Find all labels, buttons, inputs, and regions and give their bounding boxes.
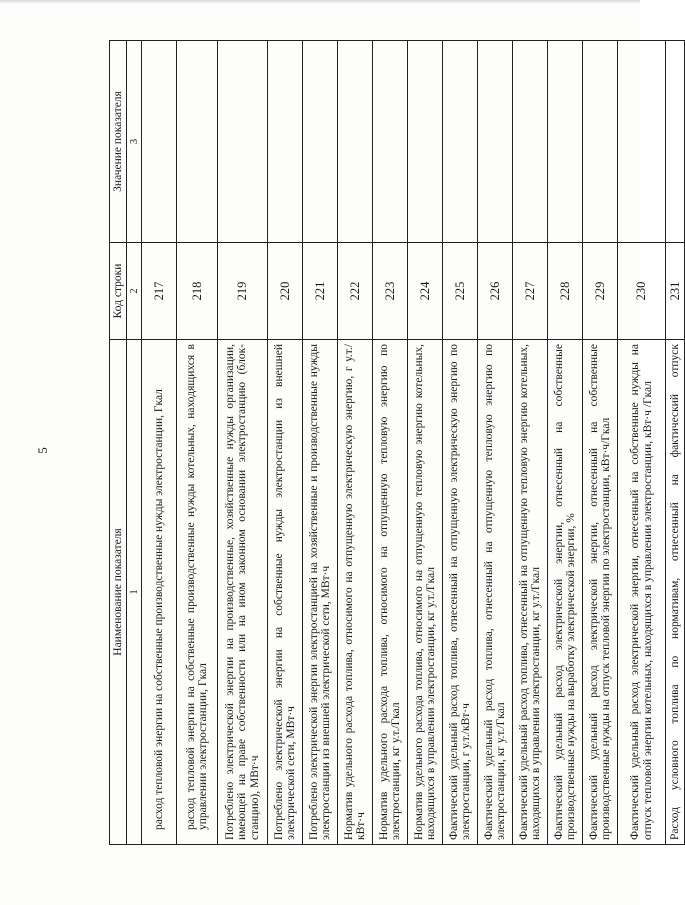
row-value xyxy=(408,41,443,243)
row-value xyxy=(218,41,268,243)
row-code: 225 xyxy=(443,243,478,340)
row-code: 231 xyxy=(666,243,685,340)
row-name: расход тепловой энергии на собственные производственные нужды электростанции, Гкал xyxy=(142,340,177,845)
indicators-table xyxy=(109,40,685,845)
column-number-row xyxy=(127,41,142,845)
table-row xyxy=(303,41,338,845)
row-code: 228 xyxy=(548,243,583,340)
row-value xyxy=(666,41,685,243)
column-number-3: 3 xyxy=(127,41,142,243)
row-code: 221 xyxy=(303,243,338,340)
row-name: Потреблено электрической энергии на собственные нужды электростанции из внешней электрической сети, МВт·ч xyxy=(268,340,303,845)
row-name: Потреблено электрической энергии на производственные, хозяйственные нужды организации, имеющей на праве собственности или на ином законном основании электростанцию (блок-станцию), МВт·ч xyxy=(218,340,268,845)
row-name: Фактический удельный расход топлива, отнесенный на отпущенную тепловую энергию по электростанции, кг у.т./Гкал xyxy=(478,340,513,845)
table-row xyxy=(373,41,408,845)
row-code: 223 xyxy=(373,243,408,340)
column-number-1: 1 xyxy=(127,340,142,845)
row-value xyxy=(548,41,583,243)
rotated-table-content xyxy=(109,41,682,845)
row-code: 217 xyxy=(142,243,177,340)
page-number: 5 xyxy=(34,447,50,454)
row-code: 222 xyxy=(338,243,373,340)
row-value xyxy=(177,41,218,243)
header-indicator-value: Значение показателя xyxy=(110,41,127,243)
row-value xyxy=(618,41,666,243)
row-name: Потреблено электрической энергии электростанцией на хозяйственные и производственные нужды электростанции из внешней электрической сети, МВт·ч xyxy=(303,340,338,845)
row-code: 230 xyxy=(618,243,666,340)
table-row xyxy=(548,41,583,845)
row-code: 227 xyxy=(513,243,548,340)
row-name: Фактический удельный расход электрической энергии, отнесенный на собственные производственные нужды на выработку электрической энергии, % xyxy=(548,340,583,845)
row-value xyxy=(443,41,478,243)
column-number-2: 2 xyxy=(127,243,142,340)
row-name: Фактический удельный расход электрической энергии, отнесенный на собственные нужды на отпуск тепловой энергии котельных, находящихся в управлении электростанции, кВт·ч /Гкал xyxy=(618,340,666,845)
row-code: 220 xyxy=(268,243,303,340)
row-value xyxy=(303,41,338,243)
row-value xyxy=(338,41,373,243)
row-code: 219 xyxy=(218,243,268,340)
row-code: 229 xyxy=(583,243,618,340)
row-name: Норматив удельного расхода топлива, относимого на отпущенную электрическую энергию, г у.т./кВт·ч xyxy=(338,340,373,845)
row-value xyxy=(513,41,548,243)
header-indicator-name: Наименование показателя xyxy=(110,340,127,845)
row-name: Фактический удельный расход топлива, отнесенный на отпущенную тепловую энергию котельных, находящихся в управлении электростанции, кг у.т./Гкал xyxy=(513,340,548,845)
row-name: Фактический удельный расход топлива, отнесенный на отпущенную электрическую энергию по электростанции, г у.т./кВт·ч xyxy=(443,340,478,845)
row-name: Норматив удельного расхода топлива, относимого на отпущенную тепловую энергию по электростанции, кг у.т./Гкал xyxy=(373,340,408,845)
row-value xyxy=(583,41,618,243)
table-row xyxy=(618,41,666,845)
row-code: 224 xyxy=(408,243,443,340)
row-name: расход тепловой энергии на собственные производственные нужды котельных, находящихся в управлении электростанции, Гкал xyxy=(177,340,218,845)
table-row xyxy=(142,41,177,845)
table-row xyxy=(583,41,618,845)
row-name: Фактический удельный расход электрической энергии, отнесенный на собственные производственные нужды на отпуск тепловой энергии по электростанции, кВт·ч/Гкал xyxy=(583,340,618,845)
scan-edge-shadow xyxy=(0,0,640,4)
table-row xyxy=(666,41,685,845)
table-row xyxy=(478,41,513,845)
table-row xyxy=(177,41,218,845)
row-name: Норматив удельного расхода топлива, относимого на отпущенную тепловую энергию котельных, находящихся в управлении электростанции, кг у.т./Гкал xyxy=(408,340,443,845)
row-value xyxy=(142,41,177,243)
row-value xyxy=(268,41,303,243)
table-row xyxy=(408,41,443,845)
table-row xyxy=(218,41,268,845)
table-header-row xyxy=(110,41,127,845)
table-row xyxy=(513,41,548,845)
row-value xyxy=(373,41,408,243)
row-value xyxy=(478,41,513,243)
row-name: Расход условного топлива по нормативам, отнесенный на фактический отпуск xyxy=(666,340,685,845)
table-row xyxy=(268,41,303,845)
table-row xyxy=(338,41,373,845)
row-code: 226 xyxy=(478,243,513,340)
header-line-code: Код строки xyxy=(110,243,127,340)
rotated-table-frame xyxy=(109,41,682,845)
row-code: 218 xyxy=(177,243,218,340)
table-row xyxy=(443,41,478,845)
